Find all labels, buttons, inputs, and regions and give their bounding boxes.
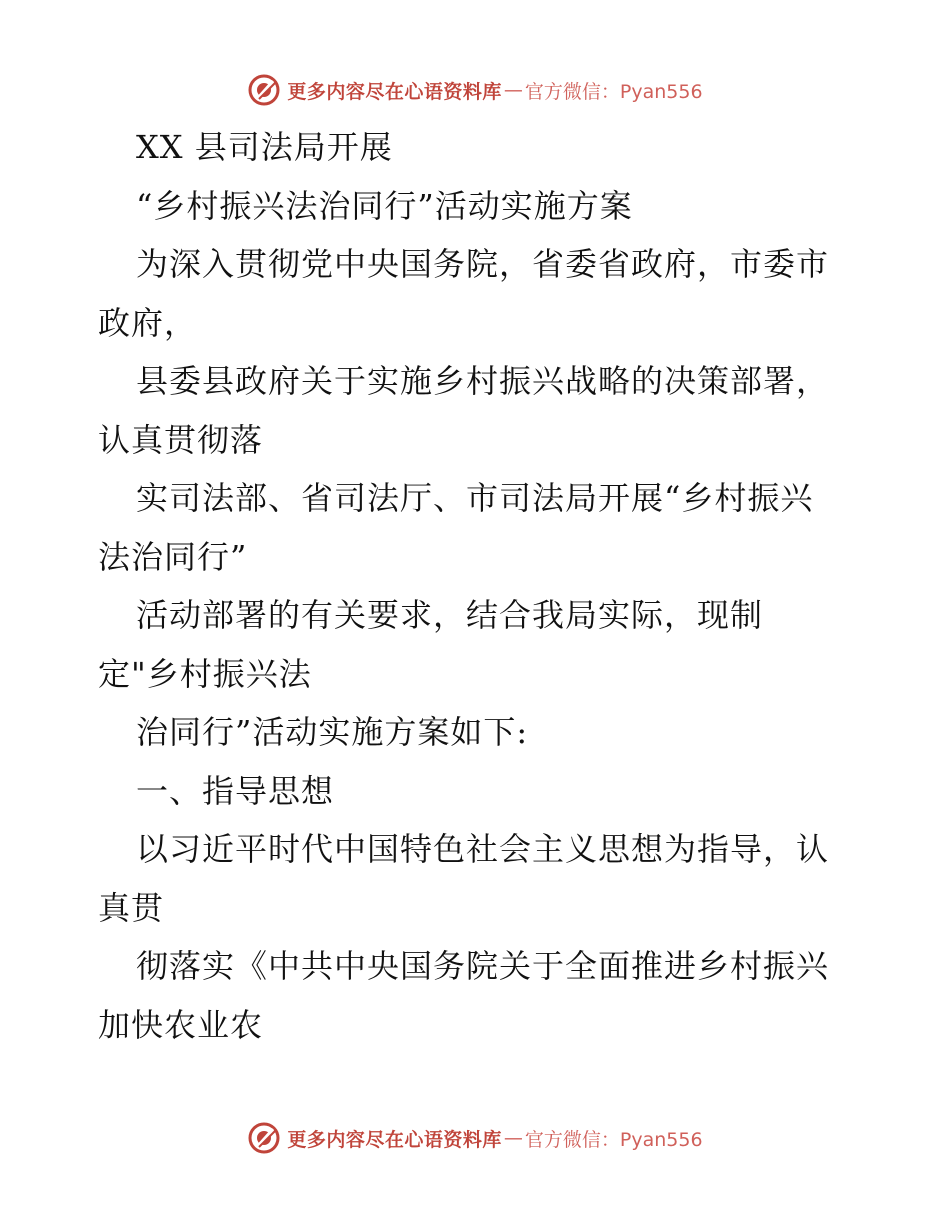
doc-line: 真贯: [98, 888, 165, 927]
watermark-dash: —: [503, 1127, 523, 1149]
watermark-logo-icon: [247, 73, 281, 107]
doc-line: 加快农业农: [98, 1005, 264, 1044]
doc-line: 治同行”活动实施方案如下:: [136, 713, 529, 751]
doc-line: 为深入贯彻党中央国务院，省委省政府，市委市: [136, 245, 830, 283]
doc-line: XX 县司法局开展: [136, 128, 393, 166]
doc-line: 一、指导思想: [136, 771, 335, 810]
doc-line: 县委县政府关于实施乡村振兴战略的决策部署，: [136, 362, 830, 400]
watermark-account: 官方微信：Pyan556: [524, 1128, 703, 1151]
doc-line: 认真贯彻落: [98, 420, 264, 459]
document-body: [98, 118, 858, 1054]
doc-line: “乡村振兴法治同行”活动实施方案: [136, 186, 633, 225]
doc-line: 定"乡村振兴法: [98, 654, 312, 693]
watermark-text: 更多内容尽在心语资料库: [287, 1128, 502, 1151]
doc-line: 彻落实《中共中央国务院关于全面推进乡村振兴: [136, 947, 830, 985]
doc-line: 实司法部、省司法厅、市司法局开展“乡村振兴: [136, 479, 814, 517]
watermark-dash: —: [503, 79, 523, 101]
doc-line: 政府，: [98, 303, 198, 342]
watermark-account: 官方微信：Pyan556: [524, 80, 703, 103]
footer-watermark: [0, 1118, 950, 1158]
doc-line: 活动部署的有关要求，结合我局实际，现制: [136, 596, 764, 634]
doc-line: 以习近平时代中国特色社会主义思想为指导，认: [136, 830, 830, 868]
header-watermark: [0, 70, 950, 110]
watermark-logo-icon: [247, 1121, 281, 1155]
doc-line: 法治同行”: [98, 537, 248, 576]
watermark-text: 更多内容尽在心语资料库: [287, 80, 502, 103]
